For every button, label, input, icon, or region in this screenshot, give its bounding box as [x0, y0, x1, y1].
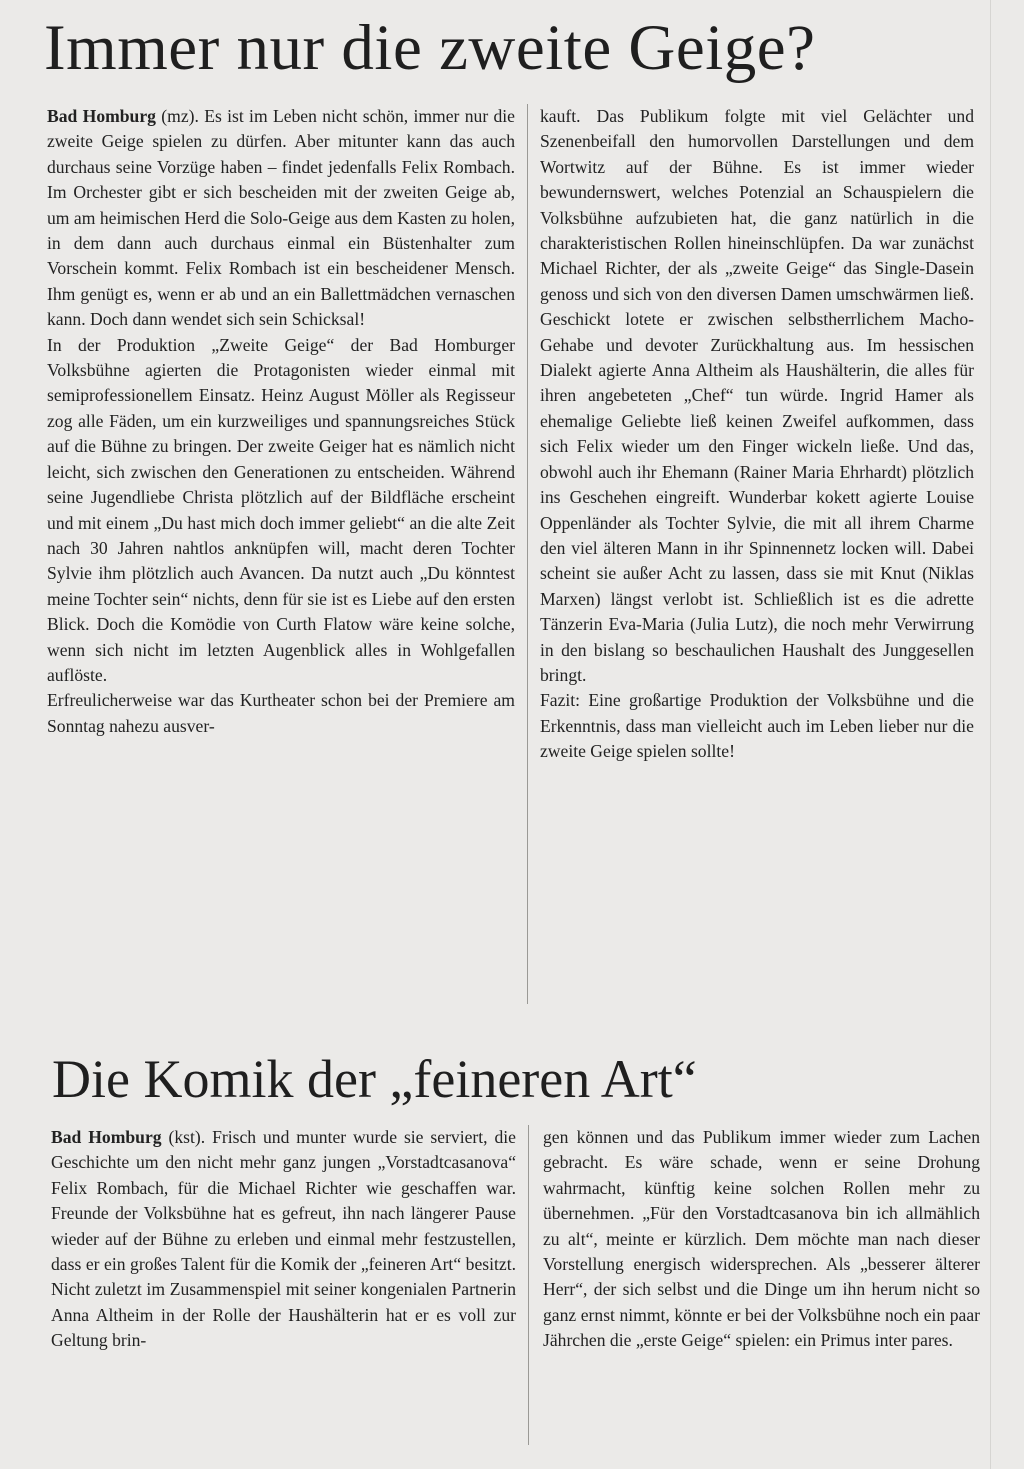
article1-intro-text: Es ist im Leben nicht schön, immer nur die zweite Geige spielen zu dürfen. Aber mitunter kann das auch durchaus seine Vorzüge haben – findet jedenfalls Felix Rombach. Im Orchester gibt er sich bescheiden mit der zweiten Geige ab, um am heimischen Herd die Solo-Geige aus dem Kasten zu holen, in dem dann auch durchaus einmal ein Büstenhalter zum Vorschein kommt. Felix Rombach ist ein bescheidener Mensch. Ihm genügt es, wenn er ab und an ein Ballettmädchen vernaschen kann. Doch dann wendet sich sein Schicksal! — [47, 106, 515, 330]
article2-headline: Die Komik der „feineren Art“ — [52, 1049, 697, 1109]
article1-paragraph-1 — [47, 104, 515, 333]
article1-paragraph-5: Fazit: Eine großartige Produktion der Volksbühne und die Erkenntnis, dass man vielleicht auch im Leben lieber nur die zweite Geige spielen sollte! — [540, 690, 974, 762]
article1-dateline-source: (mz). — [155, 106, 199, 126]
article2-dateline-source: (kst). — [161, 1127, 206, 1147]
article2-column-2 — [543, 1125, 980, 1354]
article1-paragraph-2: In der Produktion „Zweite Geige“ der Bad Homburger Volksbühne agierten die Protagonisten wieder einmal mit semiprofessionellem Einsatz. Heinz August Möller als Regisseur zog alle Fäden, um ein kurzweiliges und spannungsreiches Stück auf die Bühne zu bringen. Der zweite Geiger hat es nämlich nicht leicht, sich zwischen den Generationen zu entscheiden. Während seine Jugendliebe Christa plötzlich auf der Bildfläche erscheint und mit einem „Du hast mich doch immer geliebt“ an die alte Zeit nach 30 Jahren nahtlos anknüpfen will, macht deren Tochter Sylvie ihm plötzlich auch Avancen. Da nutzt auch „Du könntest meine Tochter sein“ nichts, denn für sie ist es Liebe auf den ersten Blick. Doch die Komödie von Curth Flatow wäre keine solche, wenn sich nicht im letzten Augenblick alles in Wohlgefallen auflöste. — [47, 334, 515, 685]
page-edge-rule — [990, 0, 991, 1469]
article1-column-2 — [540, 104, 974, 765]
article1-paragraph-4: kauft. Das Publikum folgte mit viel Gelächter und Szenenbeifall den humorvollen Darstellungen und dem Wortwitz auf der Bühne. Es ist immer wieder bewundernswert, welches Potenzial an Schauspielern die Volksbühne aufzubieten hat, die ganz natürlich in die charakteristischen Rollen hineinschlüpfen. Da war zunächst Michael Richter, der als „zweite Geige“ das Single-Dasein genoss und sich von den diversen Damen umschwärmen ließ. Geschickt lotete er zwischen selbstherrlichem Macho-Gehabe und devoter Zurückhaltung aus. Im hessischen Dialekt agierte Anna Altheim als Haushälterin, die alles für ihren angebeteten „Chef“ tun würde. Ingrid Hamer als ehemalige Geliebte ließ keinen Zweifel aufkommen, dass sich Felix wieder um den Finger wickeln ließe. Und das, obwohl auch ihr Ehemann (Rainer Maria Ehrhardt) plötzlich ins Geschehen eingreift. Wunderbar kokett agierte Louise Oppenländer als Tochter Sylvie, die mit all ihrem Charme den viel älteren Mann in ihr Spinnennetz locken will. Dabei scheint sie außer Acht zu lassen, dass sie mit Knut (Niklas Marxen) längst verlobt ist. Schließlich ist es die adrette Tänzerin Eva-Maria (Julia Lutz), die noch mehr Verwirrung in den bislang so beschaulichen Haushalt des Junggesellen bringt. — [540, 106, 974, 685]
article2-dateline-place: Bad Homburg — [51, 1127, 162, 1147]
article2-paragraph-1 — [51, 1125, 516, 1354]
article2-paragraph-2: gen können und das Publikum immer wieder zum Lachen gebracht. Es wäre schade, wenn er seine Drohung wahrmacht, künftig keine solchen Rollen mehr zu übernehmen. „Für den Vorstadtcasanova bin ich allmählich zu alt“, meinte er kürzlich. Dem möchte man nach dieser Vorstellung energisch widersprechen. Als „besserer älterer Herr“, der sich selbst und die Dinge um ihn herum nicht so ganz ernst nimmt, könnte er bei der Volksbühne noch ein paar Jährchen die „erste Geige“ spielen: ein Primus inter pares. — [543, 1127, 980, 1351]
article1-dateline-place: Bad Homburg — [47, 106, 156, 126]
article2-column-1 — [51, 1125, 516, 1354]
column-divider — [528, 1125, 529, 1445]
article1-headline: Immer nur die zweite Geige? — [44, 12, 816, 84]
article1-paragraph-3: Erfreulicherweise war das Kurtheater schon bei der Premiere am Sonntag nahezu ausver- — [47, 690, 515, 736]
article1-column-1 — [47, 104, 515, 739]
column-divider — [527, 104, 528, 1004]
article2-intro-text: Frisch und munter wurde sie serviert, die Geschichte um den nicht mehr ganz jungen „Vorstadtcasanova“ Felix Rombach, für die Michael Richter wie geschaffen war. Freunde der Volksbühne hat es gefreut, ihn nach längerer Pause wieder auf der Bühne zu erleben und einmal mehr festzustellen, dass er ein großes Talent für die Komik der „feineren Art“ besitzt. Nicht zuletzt im Zusammenspiel mit seiner kongenialen Partnerin Anna Altheim in der Rolle der Haushälterin hat er es voll zur Geltung brin- — [51, 1127, 516, 1351]
